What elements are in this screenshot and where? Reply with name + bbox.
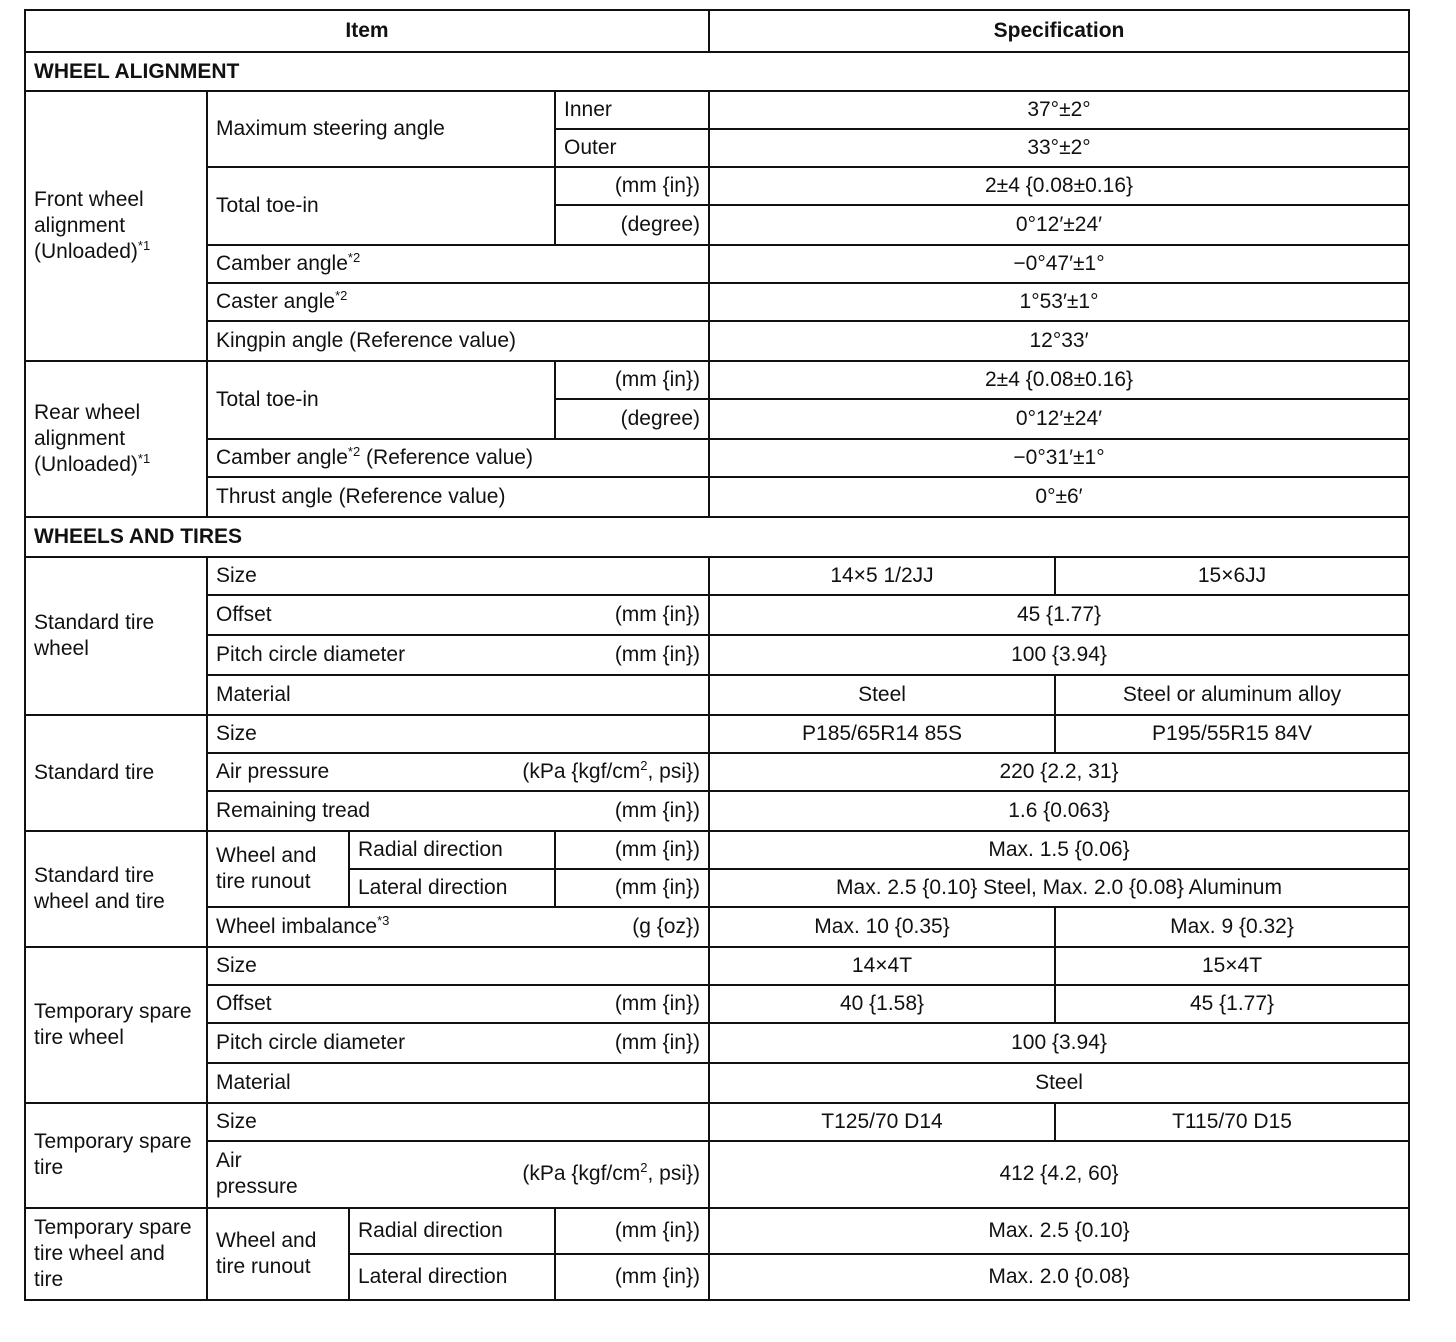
table-row bbox=[25, 595, 1409, 635]
group-temporary-spare-wheel-and-tire: Temporary spare tire wheel and tire bbox=[25, 1208, 207, 1300]
table-row bbox=[25, 91, 1409, 129]
table-row bbox=[25, 557, 1409, 595]
group-front-wheel-alignment bbox=[25, 91, 207, 361]
value-std-tire-size-14: P185/65R14 85S bbox=[709, 715, 1055, 753]
value-temp-wheel-offset-14: 40 {1.58} bbox=[709, 985, 1055, 1023]
footnote-mark: *3 bbox=[377, 913, 390, 929]
label-offset bbox=[207, 595, 709, 635]
table-row bbox=[25, 245, 1409, 283]
section-row bbox=[25, 52, 1409, 91]
air-text: Air bbox=[216, 1149, 242, 1173]
unit-kpa-start: (kPa {kgf/cm bbox=[522, 1162, 641, 1186]
value-rear-toe-degree: 0°12′±24′ bbox=[709, 399, 1409, 439]
table-row bbox=[25, 439, 1409, 477]
footnote-mark: *2 bbox=[347, 250, 361, 266]
group-label: Front wheel alignment (Unloaded) bbox=[34, 188, 144, 264]
value-std-tire-tread: 1.6 {0.063} bbox=[709, 791, 1409, 831]
unit-mm-in: (mm {in}) bbox=[555, 361, 709, 399]
unit-mm-in: (mm {in}) bbox=[614, 992, 700, 1016]
value-inner: 37°±2° bbox=[709, 91, 1409, 129]
label-total-toe-in: Total toe-in bbox=[207, 361, 555, 439]
section-wheels-and-tires: WHEELS AND TIRES bbox=[25, 517, 1409, 557]
unit-degree: (degree) bbox=[555, 205, 709, 245]
group-label: Rear wheel alignment (Unloaded) bbox=[34, 401, 141, 477]
table-row bbox=[25, 321, 1409, 361]
value-std-wheel-material-14: Steel bbox=[709, 675, 1055, 715]
unit-mm-in: (mm {in}) bbox=[555, 1208, 709, 1254]
table-row bbox=[25, 753, 1409, 791]
unit-degree: (degree) bbox=[555, 399, 709, 439]
group-standard-tire: Standard tire bbox=[25, 715, 207, 831]
label-material: Material bbox=[207, 1063, 709, 1103]
table-row bbox=[25, 675, 1409, 715]
value-rear-toe-mm: 2±4 {0.08±0.16} bbox=[709, 361, 1409, 399]
label-air-pressure bbox=[207, 1141, 709, 1207]
unit-mm-in: (mm {in}) bbox=[614, 603, 700, 627]
footnote-mark: *2 bbox=[347, 444, 361, 460]
value-std-wheel-material-15: Steel or aluminum alloy bbox=[1055, 675, 1409, 715]
pressure-text: pressure bbox=[216, 1175, 298, 1199]
offset-text: Offset bbox=[216, 992, 272, 1016]
table-row bbox=[25, 1141, 1409, 1207]
label-air-pressure bbox=[207, 753, 709, 791]
header-row bbox=[25, 10, 1409, 52]
label-camber-angle bbox=[207, 245, 709, 283]
value-temp-tire-size-15: T115/70 D15 bbox=[1055, 1103, 1409, 1141]
value-std-wheel-size-14: 14×5 1/2JJ bbox=[709, 557, 1055, 595]
value-temp-wheel-pcd: 100 {3.94} bbox=[709, 1023, 1409, 1063]
footnote-mark: *2 bbox=[335, 288, 348, 304]
table-row bbox=[25, 985, 1409, 1023]
label-lateral-direction: Lateral direction bbox=[349, 1254, 555, 1300]
label-radial-direction: Radial direction bbox=[349, 831, 555, 869]
wheel-imbalance-text: Wheel imbalance bbox=[216, 915, 378, 939]
value-front-toe-degree: 0°12′±24′ bbox=[709, 205, 1409, 245]
label-max-steering-angle: Maximum steering angle bbox=[207, 91, 555, 167]
value-thrust: 0°±6′ bbox=[709, 477, 1409, 517]
label-inner: Inner bbox=[555, 91, 709, 129]
caster-label-text: Caster angle bbox=[216, 290, 336, 314]
table-row bbox=[25, 1103, 1409, 1141]
unit-kpa-start: (kPa {kgf/cm bbox=[522, 760, 641, 784]
label-offset bbox=[207, 985, 709, 1023]
header-specification: Specification bbox=[709, 10, 1409, 52]
value-imbalance-15: Max. 9 {0.32} bbox=[1055, 907, 1409, 947]
table-row bbox=[25, 283, 1409, 321]
label-pitch-circle-diameter bbox=[207, 635, 709, 675]
table-row bbox=[25, 1063, 1409, 1103]
label-remaining-tread bbox=[207, 791, 709, 831]
label-total-toe-in: Total toe-in bbox=[207, 167, 555, 245]
camber-label-text: Camber angle bbox=[216, 446, 348, 470]
unit-mm-in: (mm {in}) bbox=[555, 831, 709, 869]
label-material: Material bbox=[207, 675, 709, 715]
footnote-mark: *1 bbox=[137, 451, 151, 467]
unit-mm-in: (mm {in}) bbox=[614, 1031, 700, 1055]
value-front-camber: −0°47′±1° bbox=[709, 245, 1409, 283]
label-wheel-tire-runout: Wheel and tire runout bbox=[207, 1208, 349, 1300]
label-thrust-angle: Thrust angle (Reference value) bbox=[207, 477, 709, 517]
pcd-text: Pitch circle diameter bbox=[216, 643, 406, 667]
value-std-wheel-pcd: 100 {3.94} bbox=[709, 635, 1409, 675]
unit-g-oz: (g {oz}) bbox=[632, 915, 700, 939]
label-rear-camber bbox=[207, 439, 709, 477]
table-row bbox=[25, 167, 1409, 205]
label-lateral-direction: Lateral direction bbox=[349, 869, 555, 907]
group-rear-wheel-alignment bbox=[25, 361, 207, 517]
reference-value-text: (Reference value) bbox=[366, 446, 533, 470]
section-row bbox=[25, 517, 1409, 557]
label-size: Size bbox=[207, 1103, 709, 1141]
unit-kpa-sup: 2 bbox=[640, 758, 648, 774]
label-size: Size bbox=[207, 947, 709, 985]
label-wheel-tire-runout: Wheel and tire runout bbox=[207, 831, 349, 907]
value-std-tire-size-15: P195/55R15 84V bbox=[1055, 715, 1409, 753]
value-temp-wheel-size-14: 14×4T bbox=[709, 947, 1055, 985]
value-temp-wheel-offset-15: 45 {1.77} bbox=[1055, 985, 1409, 1023]
table-row bbox=[25, 1208, 1409, 1254]
group-standard-tire-wheel: Standard tire wheel bbox=[25, 557, 207, 715]
table-row bbox=[25, 947, 1409, 985]
value-rear-camber: −0°31′±1° bbox=[709, 439, 1409, 477]
value-std-radial: Max. 1.5 {0.06} bbox=[709, 831, 1409, 869]
table-row bbox=[25, 715, 1409, 753]
header-item: Item bbox=[25, 10, 709, 52]
unit-mm-in: (mm {in}) bbox=[555, 167, 709, 205]
unit-mm-in: (mm {in}) bbox=[555, 1254, 709, 1300]
camber-label-text: Camber angle bbox=[216, 252, 348, 276]
value-temp-wheel-size-15: 15×4T bbox=[1055, 947, 1409, 985]
unit-kpa bbox=[522, 759, 700, 785]
table-row bbox=[25, 907, 1409, 947]
table-row bbox=[25, 361, 1409, 399]
value-std-wheel-offset: 45 {1.77} bbox=[709, 595, 1409, 635]
value-front-toe-mm: 2±4 {0.08±0.16} bbox=[709, 167, 1409, 205]
value-temp-radial: Max. 2.5 {0.10} bbox=[709, 1208, 1409, 1254]
pcd-text: Pitch circle diameter bbox=[216, 1031, 406, 1055]
value-kingpin: 12°33′ bbox=[709, 321, 1409, 361]
label-wheel-imbalance bbox=[207, 907, 709, 947]
table-row bbox=[25, 1023, 1409, 1063]
group-standard-wheel-and-tire: Standard tire wheel and tire bbox=[25, 831, 207, 947]
label-caster-angle bbox=[207, 283, 709, 321]
label-size: Size bbox=[207, 715, 709, 753]
unit-kpa-end: , psi}) bbox=[647, 760, 700, 784]
unit-kpa-sup: 2 bbox=[640, 1160, 648, 1176]
value-std-lateral: Max. 2.5 {0.10} Steel, Max. 2.0 {0.08} Aluminum bbox=[709, 869, 1409, 907]
label-outer: Outer bbox=[555, 129, 709, 167]
value-std-wheel-size-15: 15×6JJ bbox=[1055, 557, 1409, 595]
table-row bbox=[25, 831, 1409, 869]
label-pitch-circle-diameter bbox=[207, 1023, 709, 1063]
value-temp-wheel-material: Steel bbox=[709, 1063, 1409, 1103]
label-radial-direction: Radial direction bbox=[349, 1208, 555, 1254]
label-kingpin-angle: Kingpin angle (Reference value) bbox=[207, 321, 709, 361]
label-size: Size bbox=[207, 557, 709, 595]
unit-kpa bbox=[522, 1161, 700, 1187]
unit-mm-in: (mm {in}) bbox=[555, 869, 709, 907]
group-temporary-spare-tire: Temporary spare tire bbox=[25, 1103, 207, 1207]
unit-mm-in: (mm {in}) bbox=[614, 799, 700, 823]
value-imbalance-14: Max. 10 {0.35} bbox=[709, 907, 1055, 947]
value-outer: 33°±2° bbox=[709, 129, 1409, 167]
unit-kpa-end: , psi}) bbox=[647, 1162, 700, 1186]
offset-text: Offset bbox=[216, 603, 272, 627]
remaining-tread-text: Remaining tread bbox=[216, 799, 371, 823]
table-row bbox=[25, 635, 1409, 675]
table-row bbox=[25, 791, 1409, 831]
value-temp-lateral: Max. 2.0 {0.08} bbox=[709, 1254, 1409, 1300]
section-wheel-alignment: WHEEL ALIGNMENT bbox=[25, 52, 1409, 91]
group-temporary-spare-wheel: Temporary spare tire wheel bbox=[25, 947, 207, 1103]
unit-mm-in: (mm {in}) bbox=[614, 643, 700, 667]
table-row bbox=[25, 477, 1409, 517]
value-temp-tire-size-14: T125/70 D14 bbox=[709, 1103, 1055, 1141]
value-std-tire-pressure: 220 {2.2, 31} bbox=[709, 753, 1409, 791]
footnote-mark: *1 bbox=[137, 238, 151, 254]
air-pressure-text: Air pressure bbox=[216, 760, 330, 784]
spec-table bbox=[24, 9, 1410, 1301]
value-front-caster: 1°53′±1° bbox=[709, 283, 1409, 321]
value-temp-tire-pressure: 412 {4.2, 60} bbox=[709, 1141, 1409, 1207]
